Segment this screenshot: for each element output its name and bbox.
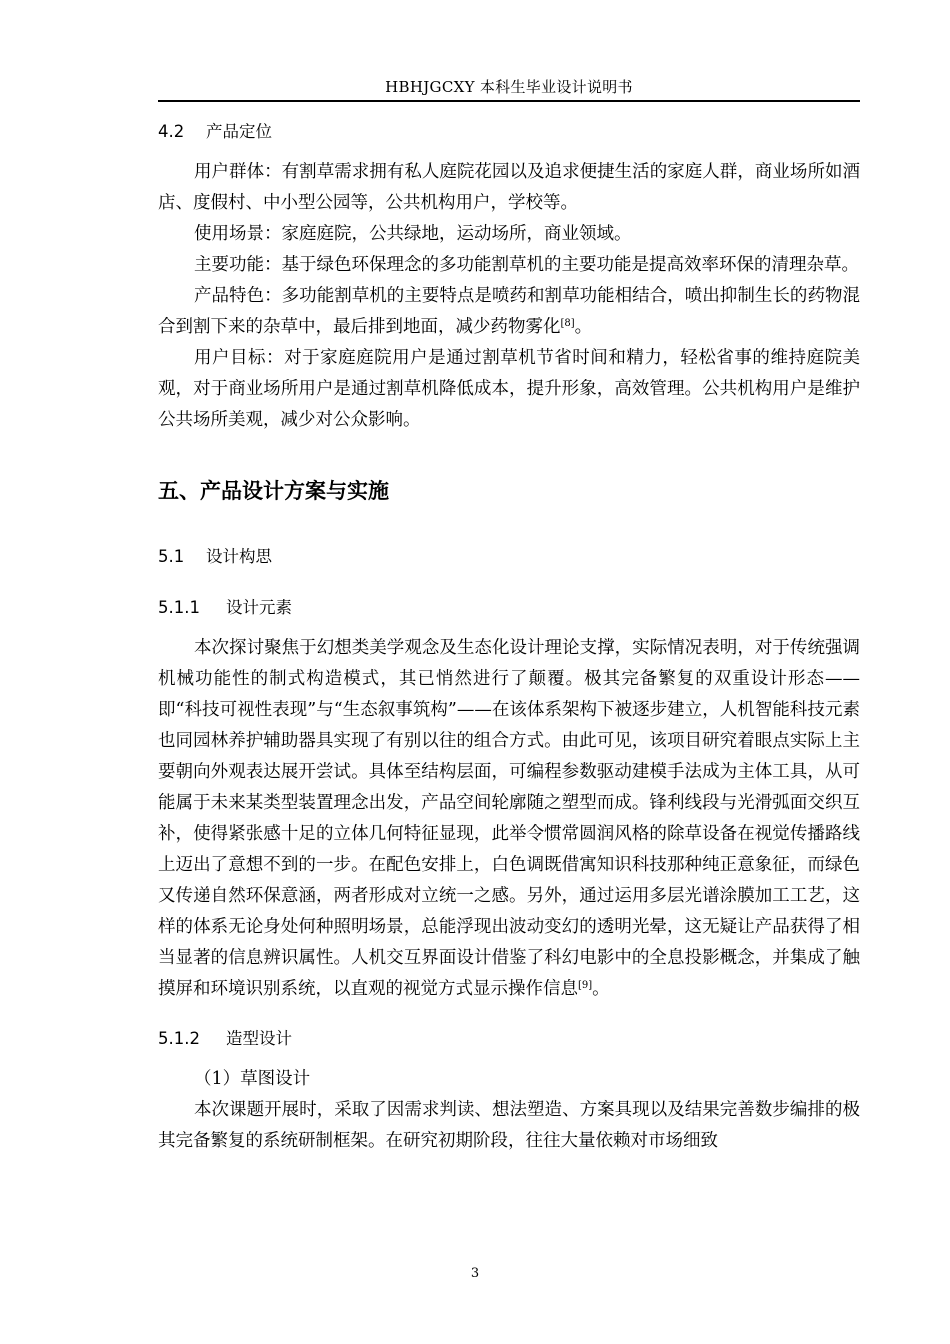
page-body [158, 112, 860, 1157]
paragraph-sketch-design: 本次课题开展时，采取了因需求判读、想法塑造、方案具现以及结果完善数步编排的极其完备繁复的系统研制框架。在研究初期阶段，往往大量依赖对市场细致 [158, 1100, 860, 1151]
section-number: 5.1 [158, 547, 185, 566]
section-title: 设计元素 [226, 598, 292, 617]
paragraph-main-function: 主要功能：基于绿色环保理念的多功能割草机的主要功能是提高效率环保的清理杂草。 [194, 255, 859, 275]
section-5-1-2-heading [158, 1023, 860, 1054]
paragraph-product-feature [158, 281, 860, 343]
citation-ref: [9] [578, 980, 593, 991]
chapter-5-heading: 五、产品设计方案与实施 [158, 479, 389, 503]
paragraph-text: 产品特色：多功能割草机的主要特点是喷药和割草功能相结合，喷出抑制生长的药物混合到割下来的杂草中，最后排到地面，减少药物雾化 [158, 286, 860, 337]
paragraph-end: 。 [592, 979, 610, 999]
page-number: 3 [470, 1266, 480, 1281]
paragraph-design-elements [158, 633, 860, 1005]
paragraph-user-goal: 用户目标：对于家庭庭院用户是通过割草机节省时间和精力，轻松省事的维持庭院美观，对于商业场所用户是通过割草机降低成本，提升形象，高效管理。公共机构用户是维护公共场所美观，减少对公众影响。 [158, 348, 860, 430]
citation-ref: [8] [560, 318, 575, 329]
section-4-2-heading [158, 116, 860, 147]
header-rule [158, 100, 860, 102]
running-header: HBHJGCXY 本科生毕业设计说明书 [385, 78, 633, 96]
section-5-1-1-heading [158, 592, 860, 623]
paragraph-text: 本次探讨聚焦于幻想类美学观念及生态化设计理论支撑，实际情况表明，对于传统强调机械功能性的制式构造模式，其已悄然进行了颠覆。极其完备繁复的双重设计形态——即“科技可视性表现”与“生态叙事筑构”——在该体系架构下被逐步建立，人机智能科技元素也同园林养护辅助器具实现了有别以往的组合方式。由此可见，该项目研究着眼点实际上主要朝向外观表达展开尝试。具体至结构层面，可编程参数驱动建模手法成为主体工具，从可能属于未来某类型装置理念出发，产品空间轮廓随之塑型而成。锋利线段与光滑弧面交织互补，使得紧张感十足的立体几何特征显现，此举令惯常圆润风格的除草设备在视觉传播路线上迈出了意想不到的一步。在配色安排上，白色调既借寓知识科技那种纯正意象征，而绿色又传递自然环保意涵，两者形成对立统一之感。另外，通过运用多层光谱涂膜加工工艺，这样的体系无论身处何种照明场景，总能浮现出波动变幻的透明光晕，这无疑让产品获得了相当显著的信息辨识属性。人机交互界面设计借鉴了科幻电影中的全息投影概念，并集成了触摸屏和环境识别系统，以直观的视觉方式显示操作信息 [158, 638, 860, 999]
section-number: 4.2 [158, 122, 185, 141]
section-number: 5.1.2 [158, 1029, 200, 1048]
paragraph-user-group: 用户群体：有割草需求拥有私人庭院花园以及追求便捷生活的家庭人群，商业场所如酒店、度假村、中小型公园等，公共机构用户，学校等。 [158, 162, 860, 213]
section-title: 造型设计 [226, 1029, 292, 1048]
list-item-sketch-design: （1）草图设计 [194, 1069, 311, 1089]
section-number: 5.1.1 [158, 598, 200, 617]
section-5-1-heading [158, 541, 860, 572]
section-title: 产品定位 [206, 122, 272, 141]
paragraph-end: 。 [574, 317, 593, 337]
paragraph-usage-scene: 使用场景：家庭庭院，公共绿地，运动场所，商业领域。 [194, 224, 632, 244]
section-title: 设计构思 [206, 547, 272, 566]
